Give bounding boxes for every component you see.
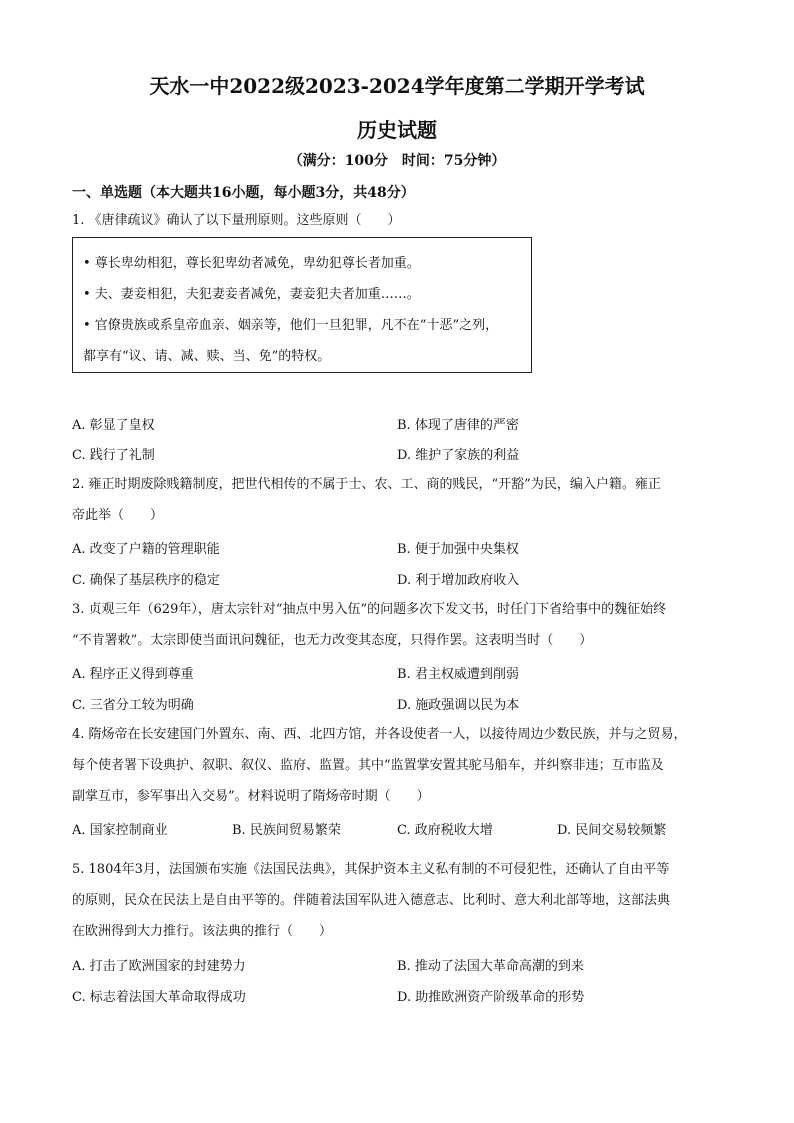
exam-title: 天水一中2022级2023-2024学年度第二学期开学考试 (149, 74, 645, 98)
q2-option-d: D. 利于增加政府收入 (397, 573, 520, 588)
q3-stem-line: 3. 贞观三年（629年），唐太宗针对“抽点中男入伍”的问题多次下发文书，时任门下省给事中的魏征始终 (72, 602, 667, 617)
q5-option-a: A. 打击了欧洲国家的封建势力 (72, 959, 246, 974)
q5-option-b: B. 推动了法国大革命高潮的到来 (397, 959, 584, 974)
q1-material-line: • 官僚贵族或系皇帝血亲、姻亲等，他们一旦犯罪，凡不在“十恶”之列， (83, 318, 499, 333)
q3-option-c: C. 三省分工较为明确 (72, 698, 194, 713)
q3-option-a: A. 程序正义得到尊重 (72, 667, 194, 682)
q5-stem-line: 的原则，民众在民法上是自由平等的。伴随着法国军队进入德意志、比利时、意大利北部等地，这部法典 (72, 893, 671, 908)
q1-option-c: C. 践行了礼制 (72, 448, 155, 463)
q2-option-c: C. 确保了基层秩序的稳定 (72, 573, 220, 588)
q2-stem-line: 帝此举（ ） (72, 508, 164, 523)
q1-material-box (72, 237, 532, 373)
q1-material-line: • 夫、妻妾相犯，夫犯妻妾者减免，妻妾犯夫者加重……。 (83, 287, 420, 302)
q2-stem-line: 2. 雍正时期废除贱籍制度，把世代相传的不属于士、农、工、商的贱民，“开豁”为民，编入户籍。雍正 (72, 477, 661, 492)
q1-option-a: A. 彰显了皇权 (72, 418, 155, 433)
q1-stem: 1. 《唐律疏议》确认了以下量刑原则。这些原则（ ） (72, 213, 401, 228)
q4-option-c: C. 政府税收大增 (397, 823, 493, 838)
q4-option-a: A. 国家控制商业 (72, 823, 168, 838)
exam-subtitle: 历史试题 (357, 118, 437, 142)
q4-stem-line: 4. 隋炀帝在长安建国门外置东、南、西、北四方馆，并各设使者一人，以接待周边少数民族，并与之贸易， (72, 727, 687, 742)
q5-option-d: D. 助推欧洲资产阶级革命的形势 (397, 990, 585, 1005)
q5-stem-line: 在欧洲得到大力推行。该法典的推行（ ） (72, 924, 333, 939)
q1-option-d: D. 维护了家族的利益 (397, 448, 520, 463)
q2-option-a: A. 改变了户籍的管理职能 (72, 542, 220, 557)
exam-info: （满分：100分 时间：75分钟） (288, 153, 506, 169)
q3-option-d: D. 施政强调以民为本 (397, 698, 520, 713)
q5-option-c: C. 标志着法国大革命取得成功 (72, 990, 246, 1005)
q1-material-line: • 尊长卑幼相犯，尊长犯卑幼者减免，卑幼犯尊长者加重。 (83, 256, 420, 271)
q4-option-b: B. 民族间贸易繁荣 (232, 823, 341, 838)
q5-stem-line: 5. 1804年3月，法国颁布实施《法国民法典》，其保护资本主义私有制的不可侵犯性，还确认了自由平等 (72, 862, 670, 877)
q2-option-b: B. 便于加强中央集权 (397, 542, 519, 557)
q3-stem-line: “不肯署敕”。太宗即使当面讯问魏征，也无力改变其态度，只得作罢。这表明当时（ ） (72, 633, 593, 648)
q3-option-b: B. 君主权威遭到削弱 (397, 667, 519, 682)
q4-option-d: D. 民间交易较频繁 (557, 823, 667, 838)
q1-option-b: B. 体现了唐律的严密 (397, 418, 519, 433)
section-heading: 一、单选题（本大题共16小题，每小题3分，共48分） (72, 185, 415, 201)
q1-material-line: 都享有“议、请、减、赎、当、免”的特权。 (83, 349, 331, 364)
q4-stem-line: 每个使者署下设典护、叙职、叙仪、监府、监置。其中“监置掌安置其驼马船车，并纠察非违；互市监及 (72, 758, 664, 773)
q4-stem-line: 副掌互市，参军事出入交易”。材料说明了隋炀帝时期（ ） (72, 789, 430, 804)
